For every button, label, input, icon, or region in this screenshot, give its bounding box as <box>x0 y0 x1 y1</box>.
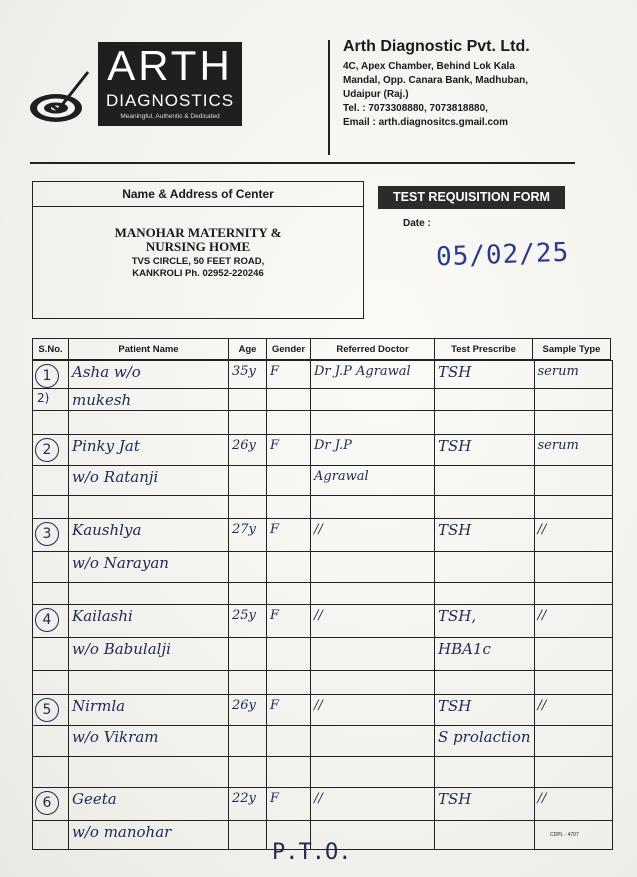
table-cell <box>69 583 229 605</box>
patient-table-body <box>32 360 613 850</box>
table-row <box>33 757 613 788</box>
referred-doctor: // <box>314 608 323 623</box>
table-cell <box>33 821 69 850</box>
table-cell <box>229 389 267 411</box>
logo-wordmark: ARTH <box>107 42 233 89</box>
table-cell <box>69 552 229 583</box>
center-name-line2: NURSING HOME <box>145 239 251 254</box>
table-cell <box>267 726 311 757</box>
referred-doctor-cont: Agrawal <box>314 469 369 484</box>
table-cell <box>435 435 535 466</box>
table-cell <box>69 821 229 850</box>
table-cell <box>311 435 435 466</box>
table-cell <box>534 389 612 411</box>
patient-relation: w/o manohar <box>72 823 172 841</box>
test-prescribed-cont: S prolaction <box>438 728 531 746</box>
patient-age: 26y <box>232 438 256 453</box>
sample-type: serum <box>537 364 579 379</box>
table-cell <box>69 726 229 757</box>
table-cell <box>69 671 229 695</box>
table-cell <box>435 466 535 496</box>
referred-doctor: Dr J.P Agrawal <box>314 364 411 379</box>
serial-number: 4 <box>35 608 59 632</box>
table-row <box>33 411 613 435</box>
table-cell <box>435 638 535 671</box>
header-divider <box>328 40 330 155</box>
table-row <box>33 583 613 605</box>
table-cell <box>33 466 69 496</box>
table-cell <box>534 583 612 605</box>
form-code: CDPL - 4707 <box>550 832 579 838</box>
table-cell <box>229 435 267 466</box>
col-header: Sample Type <box>533 339 611 360</box>
logo-tagline: Meaningful, Authentic & Dedicated <box>120 113 220 120</box>
table-header-row <box>33 339 611 360</box>
table-cell <box>311 519 435 552</box>
table-cell <box>229 638 267 671</box>
test-prescribed: TSH <box>438 437 472 455</box>
table-row <box>33 552 613 583</box>
table-cell <box>435 389 535 411</box>
center-phone-line: KANKROLI Ph. 02952-220246 <box>132 268 264 279</box>
table-cell <box>534 671 612 695</box>
table-cell <box>33 583 69 605</box>
table-cell <box>435 757 535 788</box>
table-cell <box>534 519 612 552</box>
table-cell <box>534 638 612 671</box>
patient-gender: F <box>270 364 280 379</box>
table-cell <box>534 411 612 435</box>
table-cell <box>435 361 535 389</box>
table-cell <box>311 466 435 496</box>
table-cell <box>311 757 435 788</box>
center-heading: Name & Address of Center <box>33 182 363 207</box>
table-cell <box>229 757 267 788</box>
patient-age: 26y <box>232 698 256 713</box>
serial-number: 2 <box>35 438 59 462</box>
table-cell <box>33 411 69 435</box>
table-cell <box>267 552 311 583</box>
sample-type: // <box>537 698 547 713</box>
table-cell <box>69 389 229 411</box>
table-row <box>33 695 613 726</box>
table-cell <box>229 671 267 695</box>
table-cell <box>435 552 535 583</box>
table-cell <box>33 361 69 389</box>
table-cell <box>435 605 535 638</box>
table-cell <box>69 519 229 552</box>
table-cell <box>229 583 267 605</box>
patient-table <box>32 338 613 850</box>
sample-type: // <box>537 791 547 806</box>
table-cell <box>311 389 435 411</box>
table-row <box>33 496 613 519</box>
patient-age: 25y <box>232 608 256 623</box>
patient-name: Kailashi <box>72 607 133 625</box>
table-row <box>33 638 613 671</box>
phone-line: Tel. : 7073308880, 7073818880, <box>343 103 488 114</box>
table-cell <box>229 605 267 638</box>
table-cell <box>33 605 69 638</box>
table-cell <box>33 726 69 757</box>
sample-type: serum <box>537 438 579 453</box>
patient-name: Geeta <box>72 790 117 808</box>
patient-relation: mukesh <box>72 391 132 409</box>
table-cell <box>267 788 311 821</box>
table-cell <box>267 671 311 695</box>
patient-age: 27y <box>232 522 256 537</box>
col-header: Age <box>229 339 267 360</box>
referred-doctor: Dr J.P <box>314 438 352 453</box>
table-cell <box>69 695 229 726</box>
table-cell <box>435 788 535 821</box>
table-cell <box>69 638 229 671</box>
table-cell <box>311 605 435 638</box>
table-cell <box>267 583 311 605</box>
table-cell <box>435 671 535 695</box>
table-cell <box>311 361 435 389</box>
table-cell <box>435 583 535 605</box>
table-cell <box>229 788 267 821</box>
company-address <box>343 60 583 130</box>
patient-name: Nirmla <box>72 697 126 715</box>
table-cell <box>534 695 612 726</box>
sample-type: // <box>537 608 547 623</box>
table-cell <box>69 466 229 496</box>
date-label: Date : <box>403 218 431 229</box>
email-line: Email : arth.diagnositcs.gmail.com <box>343 117 509 128</box>
serial-number: 1 <box>35 364 59 388</box>
serial-number: 5 <box>35 698 59 722</box>
table-cell <box>267 411 311 435</box>
extra-serial: 2) <box>37 391 50 405</box>
col-header: Referred Doctor <box>311 339 435 360</box>
table-cell <box>69 435 229 466</box>
table-cell <box>267 757 311 788</box>
patient-name: Kaushlya <box>72 521 142 539</box>
table-cell <box>267 638 311 671</box>
patient-age: 35y <box>232 364 256 379</box>
table-cell <box>435 726 535 757</box>
table-cell <box>33 552 69 583</box>
table-row <box>33 361 613 389</box>
table-cell <box>534 361 612 389</box>
table-cell <box>435 695 535 726</box>
address-line: Udaipur (Raj.) <box>343 89 409 100</box>
patient-relation: w/o Narayan <box>72 554 169 572</box>
test-prescribed: TSH <box>438 790 472 808</box>
referred-doctor: // <box>314 522 323 537</box>
table-cell <box>311 496 435 519</box>
table-row <box>33 605 613 638</box>
test-prescribed: TSH <box>438 697 472 715</box>
table-row <box>33 519 613 552</box>
table-cell <box>311 695 435 726</box>
referred-doctor: // <box>314 698 323 713</box>
table-cell <box>435 411 535 435</box>
table-cell <box>534 605 612 638</box>
table-cell <box>534 552 612 583</box>
table-row <box>33 466 613 496</box>
table-cell <box>229 821 267 850</box>
patient-relation: w/o Vikram <box>72 728 159 746</box>
table-cell <box>33 671 69 695</box>
table-cell <box>311 726 435 757</box>
patient-age: 22y <box>232 791 256 806</box>
date-value: 05/02/25 <box>435 237 570 273</box>
table-cell <box>229 552 267 583</box>
patient-relation: w/o Ratanji <box>72 468 159 486</box>
table-cell <box>229 726 267 757</box>
table-cell <box>69 496 229 519</box>
company-name: Arth Diagnostic Pvt. Ltd. <box>343 38 530 55</box>
patient-gender: F <box>270 608 280 623</box>
table-cell <box>33 638 69 671</box>
table-cell <box>267 435 311 466</box>
sample-type: // <box>537 522 547 537</box>
table-cell <box>267 466 311 496</box>
test-prescribed-cont: HBA1c <box>438 640 491 658</box>
table-cell <box>267 605 311 638</box>
address-line: Mandal, Opp. Canara Bank, Madhuban, <box>343 75 529 86</box>
table-row <box>33 788 613 821</box>
table-cell <box>33 435 69 466</box>
test-prescribed: TSH <box>438 363 472 381</box>
table-cell <box>311 552 435 583</box>
col-header: Patient Name <box>69 339 229 360</box>
patient-name: Pinky Jat <box>72 437 140 455</box>
address-line: 4C, Apex Chamber, Behind Lok Kala <box>343 61 515 72</box>
serial-number: 3 <box>35 522 59 546</box>
table-cell <box>267 519 311 552</box>
table-cell <box>229 695 267 726</box>
table-cell <box>435 821 535 850</box>
table-cell <box>229 519 267 552</box>
header-rule <box>30 162 575 164</box>
patient-name: Asha w/o <box>72 363 141 381</box>
test-prescribed: TSH <box>438 521 472 539</box>
table-cell <box>267 496 311 519</box>
patient-relation: w/o Babulalji <box>72 640 171 658</box>
table-cell <box>69 411 229 435</box>
table-cell <box>534 496 612 519</box>
table-cell <box>534 757 612 788</box>
center-address-box <box>32 181 364 319</box>
table-row <box>33 671 613 695</box>
table-cell <box>534 788 612 821</box>
arth-logo <box>28 42 243 132</box>
table-cell <box>267 695 311 726</box>
form-title: TEST REQUISITION FORM <box>378 186 565 209</box>
table-cell <box>267 361 311 389</box>
table-cell <box>534 726 612 757</box>
table-cell <box>69 757 229 788</box>
patient-gender: F <box>270 522 280 537</box>
table-cell <box>311 638 435 671</box>
table-cell <box>33 695 69 726</box>
table-cell <box>311 671 435 695</box>
table-row <box>33 389 613 411</box>
referred-doctor: // <box>314 791 323 806</box>
col-header: Gender <box>267 339 311 360</box>
table-row <box>33 435 613 466</box>
target-check-icon <box>28 70 92 130</box>
table-cell <box>229 466 267 496</box>
table-row <box>33 726 613 757</box>
patient-gender: F <box>270 438 280 453</box>
table-cell <box>229 411 267 435</box>
table-cell <box>311 583 435 605</box>
table-cell <box>435 496 535 519</box>
logo-box <box>98 42 242 126</box>
table-cell <box>267 389 311 411</box>
table-cell <box>33 389 69 411</box>
table-cell <box>311 788 435 821</box>
center-name-line1: MANOHAR MATERNITY & <box>114 225 282 240</box>
logo-subtitle: DIAGNOSTICS <box>105 91 235 110</box>
table-cell <box>69 788 229 821</box>
table-cell <box>69 605 229 638</box>
table-cell <box>33 519 69 552</box>
table-cell <box>311 411 435 435</box>
table-cell <box>229 496 267 519</box>
patient-gender: F <box>270 698 280 713</box>
table-cell <box>33 496 69 519</box>
table-cell <box>69 361 229 389</box>
col-header: Test Prescribe <box>435 339 533 360</box>
test-prescribed: TSH, <box>438 607 477 625</box>
table-cell <box>33 757 69 788</box>
table-cell <box>435 519 535 552</box>
col-header: S.No. <box>33 339 69 360</box>
table-cell <box>229 361 267 389</box>
table-cell <box>33 788 69 821</box>
center-address-line: TVS CIRCLE, 50 FEET ROAD, <box>131 256 265 267</box>
patient-gender: F <box>270 791 280 806</box>
serial-number: 6 <box>35 791 59 815</box>
pto-note: P.T.O. <box>272 840 352 865</box>
table-cell <box>534 466 612 496</box>
table-cell <box>534 435 612 466</box>
